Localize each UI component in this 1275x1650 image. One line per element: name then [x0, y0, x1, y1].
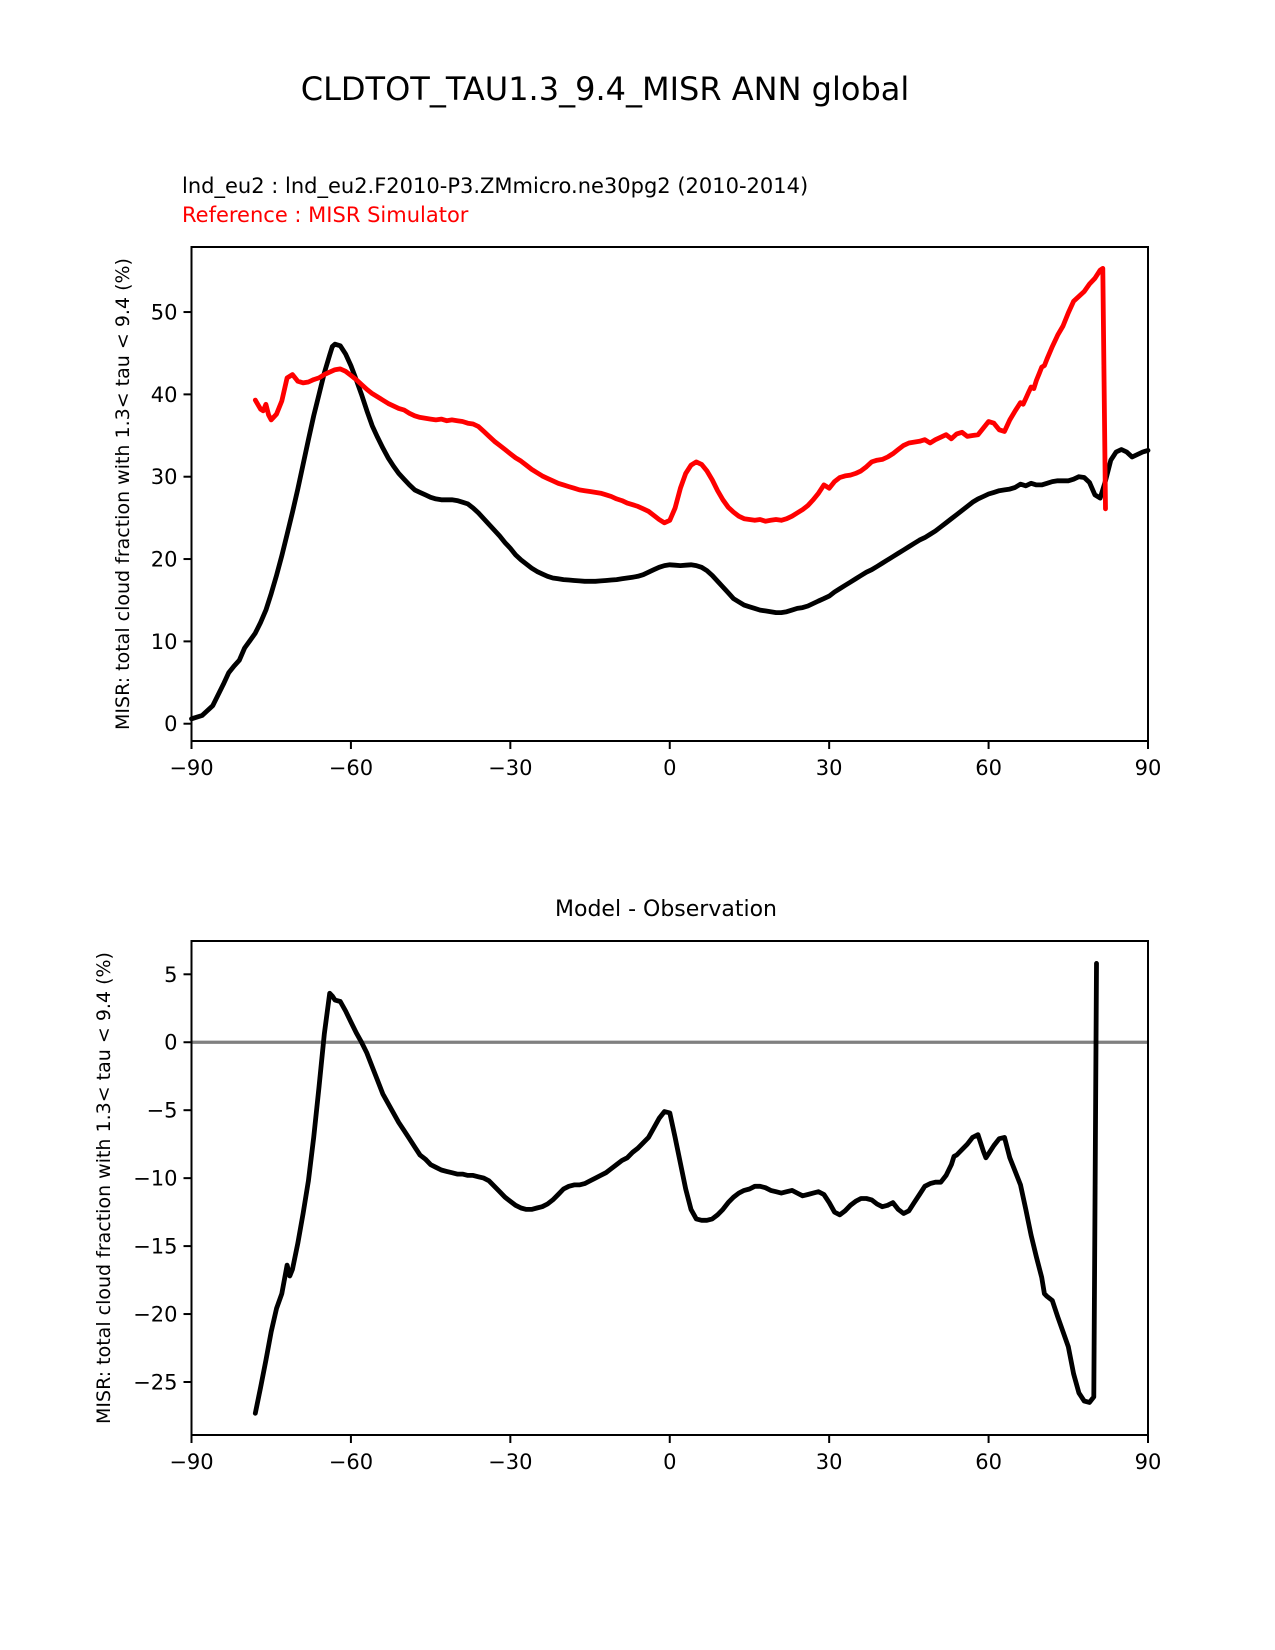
- y-tick-label: 5: [164, 962, 178, 987]
- x-tick-label: 90: [1134, 756, 1162, 780]
- x-tick-label: −30: [488, 1450, 533, 1474]
- x-tick-label: −90: [169, 1450, 214, 1474]
- figure-title: CLDTOT_TAU1.3_9.4_MISR ANN global: [300, 70, 910, 108]
- x-tick-label: 30: [815, 756, 843, 780]
- model-run-label: lnd_eu2 : lnd_eu2.F2010-P3.ZMmicro.ne30pg2 (2010-2014): [182, 174, 809, 198]
- reference-label: Reference : MISR Simulator: [182, 203, 469, 227]
- axes-frame: [192, 247, 1149, 741]
- y-tick-label: −25: [133, 1370, 178, 1395]
- x-tick-label: 0: [663, 1450, 677, 1474]
- x-tick-label: −60: [328, 1450, 374, 1474]
- x-tick-label: −60: [328, 756, 374, 780]
- x-tick-label: 30: [815, 1450, 843, 1474]
- axes-frame: [192, 941, 1149, 1435]
- reference-line: [255, 268, 1105, 522]
- difference-plot-title: Model - Observation: [555, 897, 777, 922]
- y-tick-label: 20: [150, 547, 178, 572]
- x-tick-label: −90: [169, 756, 214, 780]
- top-plot-ylabel: MISR: total cloud fraction with 1.3< tau < 9.4 (%): [112, 258, 134, 730]
- y-tick-label: −5: [146, 1098, 178, 1123]
- y-tick-label: −15: [133, 1234, 178, 1259]
- y-tick-label: 40: [150, 382, 178, 407]
- y-tick-label: 0: [164, 712, 178, 737]
- y-tick-label: 50: [150, 300, 178, 325]
- difference-line: [255, 963, 1096, 1413]
- y-tick-label: −10: [133, 1166, 178, 1191]
- x-tick-label: 0: [663, 756, 677, 780]
- x-tick-label: 60: [975, 1450, 1002, 1474]
- y-tick-label: −20: [133, 1302, 178, 1327]
- y-tick-label: 10: [150, 629, 178, 654]
- model-line: [192, 344, 1149, 719]
- x-tick-label: −30: [488, 756, 533, 780]
- y-tick-label: 30: [150, 465, 178, 490]
- bottom-plot-ylabel: MISR: total cloud fraction with 1.3< tau < 9.4 (%): [93, 952, 115, 1424]
- x-tick-label: 60: [975, 756, 1002, 780]
- x-tick-label: 90: [1134, 1450, 1162, 1474]
- y-tick-label: 0: [164, 1030, 178, 1055]
